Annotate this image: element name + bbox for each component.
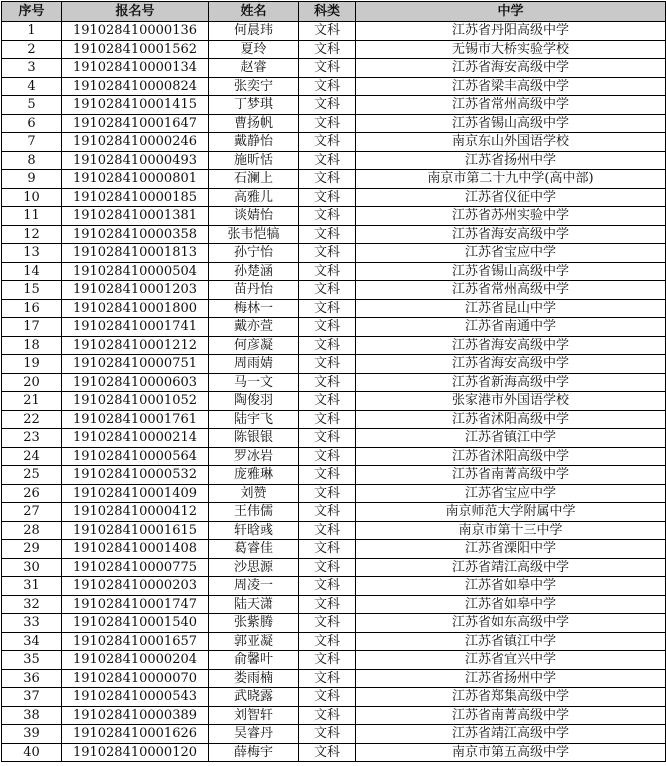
cell-subject: 文科 [299, 373, 356, 392]
cell-reg-no: 191028410000120 [62, 743, 209, 762]
cell-subject: 文科 [299, 466, 356, 485]
cell-school: 江苏省扬州中学 [356, 151, 666, 170]
table-row [2, 96, 666, 115]
cell-reg-no: 191028410001052 [62, 392, 209, 411]
cell-index: 5 [2, 96, 62, 115]
cell-index: 22 [2, 410, 62, 429]
cell-index: 29 [2, 540, 62, 559]
cell-index: 14 [2, 262, 62, 281]
cell-reg-no: 191028410000204 [62, 651, 209, 670]
cell-name: 武晓露 [209, 688, 299, 707]
cell-school: 江苏省海安高级中学 [356, 225, 666, 244]
cell-index: 28 [2, 521, 62, 540]
cell-subject: 文科 [299, 632, 356, 651]
cell-index: 18 [2, 336, 62, 355]
cell-school: 江苏省如东高级中学 [356, 614, 666, 633]
cell-reg-no: 191028410001747 [62, 595, 209, 614]
cell-name: 薛梅宇 [209, 743, 299, 762]
cell-reg-no: 191028410000543 [62, 688, 209, 707]
cell-school: 江苏省南菁高级中学 [356, 466, 666, 485]
cell-name: 罗冰岩 [209, 447, 299, 466]
cell-reg-no: 191028410000751 [62, 355, 209, 374]
cell-name: 谈婧怡 [209, 207, 299, 226]
cell-school: 江苏省南菁高级中学 [356, 706, 666, 725]
cell-school: 无锡市大桥实验学校 [356, 40, 666, 59]
cell-name: 吴睿丹 [209, 725, 299, 744]
cell-name: 陆宇飞 [209, 410, 299, 429]
cell-index: 12 [2, 225, 62, 244]
cell-index: 1 [2, 22, 62, 41]
cell-name: 葛睿佳 [209, 540, 299, 559]
cell-subject: 文科 [299, 595, 356, 614]
table-row [2, 114, 666, 133]
cell-reg-no: 191028410000136 [62, 22, 209, 41]
cell-subject: 文科 [299, 151, 356, 170]
cell-school: 江苏省靖江高级中学 [356, 558, 666, 577]
cell-index: 11 [2, 207, 62, 226]
table-row [2, 170, 666, 189]
cell-reg-no: 191028410000801 [62, 170, 209, 189]
cell-school: 江苏省新海高级中学 [356, 373, 666, 392]
cell-index: 19 [2, 355, 62, 374]
table-row [2, 336, 666, 355]
cell-index: 24 [2, 447, 62, 466]
cell-subject: 文科 [299, 77, 356, 96]
table-row [2, 743, 666, 762]
cell-reg-no: 191028410000532 [62, 466, 209, 485]
cell-reg-no: 191028410001415 [62, 96, 209, 115]
table-row [2, 262, 666, 281]
cell-subject: 文科 [299, 244, 356, 263]
cell-school: 张家港市外国语学校 [356, 392, 666, 411]
cell-reg-no: 191028410001813 [62, 244, 209, 263]
table-row [2, 77, 666, 96]
header-index: 序号 [2, 2, 62, 22]
table-row [2, 725, 666, 744]
cell-index: 7 [2, 133, 62, 152]
cell-school: 南京市第十三中学 [356, 521, 666, 540]
cell-reg-no: 191028410001562 [62, 40, 209, 59]
cell-reg-no: 191028410001626 [62, 725, 209, 744]
cell-name: 石澜上 [209, 170, 299, 189]
cell-name: 娄雨楠 [209, 669, 299, 688]
cell-reg-no: 191028410000389 [62, 706, 209, 725]
table-row [2, 133, 666, 152]
cell-subject: 文科 [299, 336, 356, 355]
cell-school: 江苏省海安高级中学 [356, 355, 666, 374]
cell-subject: 文科 [299, 22, 356, 41]
table-row [2, 40, 666, 59]
cell-index: 8 [2, 151, 62, 170]
cell-reg-no: 191028410001657 [62, 632, 209, 651]
cell-school: 江苏省常州高级中学 [356, 281, 666, 300]
cell-name: 施昕恬 [209, 151, 299, 170]
cell-subject: 文科 [299, 706, 356, 725]
cell-reg-no: 191028410001615 [62, 521, 209, 540]
cell-subject: 文科 [299, 503, 356, 522]
cell-school: 江苏省靖江高级中学 [356, 725, 666, 744]
cell-subject: 文科 [299, 59, 356, 78]
table-row [2, 503, 666, 522]
cell-subject: 文科 [299, 447, 356, 466]
table-row [2, 558, 666, 577]
cell-school: 江苏省郑集高级中学 [356, 688, 666, 707]
table-row [2, 706, 666, 725]
cell-index: 9 [2, 170, 62, 189]
cell-school: 南京东山外国语学校 [356, 133, 666, 152]
cell-subject: 文科 [299, 521, 356, 540]
cell-school: 江苏省沭阳高级中学 [356, 410, 666, 429]
cell-school: 江苏省如皋中学 [356, 577, 666, 596]
cell-name: 曹扬帆 [209, 114, 299, 133]
cell-school: 南京师范大学附属中学 [356, 503, 666, 522]
cell-reg-no: 191028410000824 [62, 77, 209, 96]
cell-reg-no: 191028410000493 [62, 151, 209, 170]
header-row [2, 2, 666, 22]
cell-subject: 文科 [299, 188, 356, 207]
cell-index: 38 [2, 706, 62, 725]
cell-reg-no: 191028410000775 [62, 558, 209, 577]
table-row [2, 466, 666, 485]
table-row [2, 669, 666, 688]
cell-subject: 文科 [299, 651, 356, 670]
cell-name: 陈银银 [209, 429, 299, 448]
cell-school: 江苏省海安高级中学 [356, 59, 666, 78]
cell-subject: 文科 [299, 540, 356, 559]
cell-subject: 文科 [299, 725, 356, 744]
cell-name: 何彦凝 [209, 336, 299, 355]
cell-name: 张奕宁 [209, 77, 299, 96]
cell-name: 苗丹怡 [209, 281, 299, 300]
header-name: 姓名 [209, 2, 299, 22]
table-row [2, 521, 666, 540]
cell-index: 36 [2, 669, 62, 688]
table-row [2, 244, 666, 263]
cell-name: 戴静怡 [209, 133, 299, 152]
cell-subject: 文科 [299, 170, 356, 189]
cell-school: 江苏省锡山高级中学 [356, 262, 666, 281]
cell-subject: 文科 [299, 281, 356, 300]
cell-school: 江苏省海安高级中学 [356, 336, 666, 355]
cell-reg-no: 191028410001800 [62, 299, 209, 318]
table-row [2, 429, 666, 448]
cell-index: 34 [2, 632, 62, 651]
admission-list [1, 1, 665, 762]
cell-reg-no: 191028410001540 [62, 614, 209, 633]
cell-index: 15 [2, 281, 62, 300]
cell-school: 江苏省如皋中学 [356, 595, 666, 614]
table-row [2, 318, 666, 337]
cell-school: 江苏省苏州实验中学 [356, 207, 666, 226]
cell-subject: 文科 [299, 558, 356, 577]
cell-reg-no: 191028410000412 [62, 503, 209, 522]
header-subject: 科类 [299, 2, 356, 22]
cell-name: 赵睿 [209, 59, 299, 78]
cell-reg-no: 191028410000203 [62, 577, 209, 596]
table-row [2, 688, 666, 707]
cell-index: 35 [2, 651, 62, 670]
cell-subject: 文科 [299, 743, 356, 762]
cell-subject: 文科 [299, 40, 356, 59]
cell-name: 何晨玮 [209, 22, 299, 41]
cell-name: 沙思源 [209, 558, 299, 577]
cell-reg-no: 191028410000134 [62, 59, 209, 78]
cell-name: 高雅儿 [209, 188, 299, 207]
cell-index: 32 [2, 595, 62, 614]
results-table [1, 1, 666, 762]
cell-subject: 文科 [299, 299, 356, 318]
cell-index: 31 [2, 577, 62, 596]
cell-school: 江苏省宜兴中学 [356, 651, 666, 670]
cell-index: 39 [2, 725, 62, 744]
cell-index: 21 [2, 392, 62, 411]
cell-index: 20 [2, 373, 62, 392]
cell-school: 江苏省宝应中学 [356, 244, 666, 263]
cell-school: 江苏省梁丰高级中学 [356, 77, 666, 96]
cell-name: 张紫腾 [209, 614, 299, 633]
cell-reg-no: 191028410001647 [62, 114, 209, 133]
cell-school: 江苏省昆山中学 [356, 299, 666, 318]
cell-name: 王伟儒 [209, 503, 299, 522]
table-row [2, 299, 666, 318]
cell-subject: 文科 [299, 669, 356, 688]
table-row [2, 22, 666, 41]
table-row [2, 207, 666, 226]
cell-name: 夏玲 [209, 40, 299, 59]
cell-subject: 文科 [299, 207, 356, 226]
cell-reg-no: 191028410001761 [62, 410, 209, 429]
cell-subject: 文科 [299, 429, 356, 448]
table-row [2, 595, 666, 614]
cell-reg-no: 191028410001408 [62, 540, 209, 559]
cell-index: 27 [2, 503, 62, 522]
cell-subject: 文科 [299, 577, 356, 596]
cell-index: 10 [2, 188, 62, 207]
table-row [2, 577, 666, 596]
cell-reg-no: 191028410001741 [62, 318, 209, 337]
table-row [2, 281, 666, 300]
cell-reg-no: 191028410001409 [62, 484, 209, 503]
cell-school: 江苏省宝应中学 [356, 484, 666, 503]
cell-name: 孙楚涵 [209, 262, 299, 281]
table-row [2, 151, 666, 170]
cell-name: 陶俊羽 [209, 392, 299, 411]
header-school: 中学 [356, 2, 666, 22]
cell-name: 梅林一 [209, 299, 299, 318]
cell-reg-no: 191028410000504 [62, 262, 209, 281]
cell-name: 丁梦琪 [209, 96, 299, 115]
cell-school: 江苏省扬州中学 [356, 669, 666, 688]
cell-reg-no: 191028410000214 [62, 429, 209, 448]
table-row [2, 392, 666, 411]
table-row [2, 373, 666, 392]
cell-name: 轩晗彧 [209, 521, 299, 540]
cell-school: 江苏省南通中学 [356, 318, 666, 337]
cell-school: 江苏省常州高级中学 [356, 96, 666, 115]
cell-subject: 文科 [299, 262, 356, 281]
cell-index: 37 [2, 688, 62, 707]
cell-name: 马一文 [209, 373, 299, 392]
cell-subject: 文科 [299, 318, 356, 337]
table-row [2, 410, 666, 429]
cell-name: 戴亦萱 [209, 318, 299, 337]
cell-index: 13 [2, 244, 62, 263]
cell-subject: 文科 [299, 225, 356, 244]
cell-school: 南京市第二十九中学(高中部) [356, 170, 666, 189]
table-row [2, 225, 666, 244]
cell-school: 江苏省溧阳中学 [356, 540, 666, 559]
cell-index: 30 [2, 558, 62, 577]
cell-subject: 文科 [299, 355, 356, 374]
table-row [2, 614, 666, 633]
cell-reg-no: 191028410001203 [62, 281, 209, 300]
cell-index: 3 [2, 59, 62, 78]
cell-reg-no: 191028410000070 [62, 669, 209, 688]
header-reg-no: 报名号 [62, 2, 209, 22]
cell-name: 俞馨叶 [209, 651, 299, 670]
cell-subject: 文科 [299, 392, 356, 411]
cell-subject: 文科 [299, 410, 356, 429]
cell-school: 江苏省镇江中学 [356, 632, 666, 651]
cell-reg-no: 191028410000564 [62, 447, 209, 466]
cell-reg-no: 191028410000603 [62, 373, 209, 392]
cell-reg-no: 191028410001381 [62, 207, 209, 226]
cell-subject: 文科 [299, 614, 356, 633]
cell-reg-no: 191028410000185 [62, 188, 209, 207]
cell-index: 16 [2, 299, 62, 318]
cell-subject: 文科 [299, 688, 356, 707]
cell-index: 17 [2, 318, 62, 337]
table-row [2, 59, 666, 78]
cell-index: 40 [2, 743, 62, 762]
cell-name: 孙宁怡 [209, 244, 299, 263]
cell-school: 江苏省镇江中学 [356, 429, 666, 448]
cell-name: 周凌一 [209, 577, 299, 596]
cell-school: 江苏省丹阳高级中学 [356, 22, 666, 41]
table-row [2, 651, 666, 670]
cell-name: 郭亚凝 [209, 632, 299, 651]
cell-school: 江苏省沭阳高级中学 [356, 447, 666, 466]
cell-name: 周雨婧 [209, 355, 299, 374]
cell-reg-no: 191028410000358 [62, 225, 209, 244]
table-row [2, 188, 666, 207]
cell-index: 6 [2, 114, 62, 133]
cell-subject: 文科 [299, 133, 356, 152]
table-row [2, 484, 666, 503]
cell-index: 23 [2, 429, 62, 448]
cell-name: 刘赞 [209, 484, 299, 503]
cell-name: 刘智轩 [209, 706, 299, 725]
cell-reg-no: 191028410001212 [62, 336, 209, 355]
table-row [2, 355, 666, 374]
cell-school: 南京市第五高级中学 [356, 743, 666, 762]
cell-name: 陆天潇 [209, 595, 299, 614]
cell-index: 25 [2, 466, 62, 485]
cell-name: 张韦恺犒 [209, 225, 299, 244]
cell-index: 26 [2, 484, 62, 503]
cell-subject: 文科 [299, 96, 356, 115]
cell-index: 4 [2, 77, 62, 96]
cell-name: 庞雅琳 [209, 466, 299, 485]
cell-index: 33 [2, 614, 62, 633]
cell-school: 江苏省锡山高级中学 [356, 114, 666, 133]
table-row [2, 540, 666, 559]
table-row [2, 632, 666, 651]
cell-subject: 文科 [299, 114, 356, 133]
table-row [2, 447, 666, 466]
cell-index: 2 [2, 40, 62, 59]
table-body [2, 22, 666, 762]
cell-reg-no: 191028410000246 [62, 133, 209, 152]
cell-subject: 文科 [299, 484, 356, 503]
cell-school: 江苏省仪征中学 [356, 188, 666, 207]
